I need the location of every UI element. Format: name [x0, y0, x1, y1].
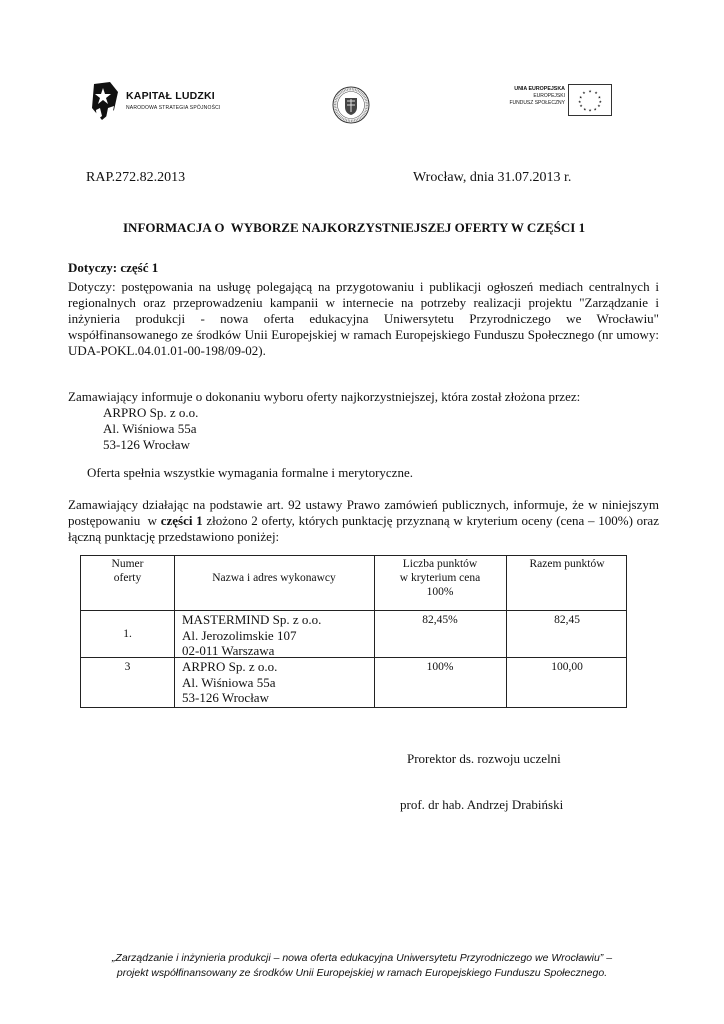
selection-intro: Zamawiający informuje o dokonaniu wyboru oferty najkorzystniejszej, która został złożona przez: — [68, 389, 581, 404]
table-divider — [506, 556, 507, 707]
row2-name: ARPRO Sp. z o.o. — [182, 659, 278, 674]
svg-text:★: ★ — [594, 91, 598, 96]
legal-basis-part2: złożono 2 oferty, których punktację przyznaną w kryterium oceny (cena – 100%) oraz łączną punktację przedstawiono poniżej: — [68, 513, 659, 544]
svg-text:★: ★ — [588, 89, 592, 94]
row1-name: MASTERMIND Sp. z o.o. — [182, 612, 322, 627]
subject-text: Dotyczy: postępowania na usługę polegającą na przygotowaniu i publikacji ogłoszeń mediach centralnych i regionalnych oraz przeprowadzeniu kampanii w internecie na potrzeby realizacji projektu "Zarządzanie i inżynieria produkcji - nowa oferta edukacyjna Uniwersytetu Przyrodniczego we Wrocławiu" współfinansowanego ze środków Unii Europejskiej w ramach Europejskiego Funduszu Społecznego (nr umowy: UDA-POKL.04.01.01-00-198/09-02). — [68, 279, 659, 358]
header-score-line1: Liczba punktów — [402, 558, 478, 570]
eu-logo — [500, 84, 612, 118]
row2-street: Al. Wiśniowa 55a — [182, 674, 276, 690]
row1-score: 82,45% — [422, 614, 458, 626]
reference-number: RAP.272.82.2013 — [86, 170, 186, 185]
row2-total: 100,00 — [551, 661, 583, 673]
kapital-ludzki-logo — [88, 80, 238, 126]
footer-line1: „Zarządzanie i inżynieria produkcji – nowa oferta edukacyjna Uniwersytetu Przyrodniczego we Wrocławiu” – — [111, 952, 613, 964]
kapital-ludzki-emblem-icon — [88, 80, 124, 126]
selected-offer-name: ARPRO Sp. z o.o. — [103, 405, 199, 420]
footer-note — [60, 951, 664, 981]
place-date: Wrocław, dnia 31.07.2013 r. — [413, 170, 572, 185]
signatory-name: prof. dr hab. Andrzej Drabiński — [400, 797, 564, 812]
legal-basis — [68, 497, 663, 545]
signatory-title: Prorektor ds. rozwoju uczelni — [407, 751, 561, 766]
svg-text:★: ★ — [579, 104, 583, 109]
selected-offer-city: 53-126 Wrocław — [103, 437, 190, 452]
eu-logo-line1: UNIA EUROPEJSKA — [514, 86, 565, 92]
svg-text:★: ★ — [593, 107, 597, 112]
header-number — [81, 557, 174, 585]
document-title: INFORMACJA O WYBORZE NAJKORZYSTNIEJSZEJ OFERTY W CZĘŚCI 1 — [123, 220, 586, 235]
header-score-line2: w kryterium cena — [399, 572, 481, 584]
row1-total: 82,45 — [554, 614, 580, 626]
offer-statement: Oferta spełnia wszystkie wymagania formalne i merytoryczne. — [87, 465, 413, 480]
eu-logo-text — [509, 86, 565, 107]
eu-logo-line2: EUROPEJSKI — [533, 93, 565, 99]
svg-text:★: ★ — [588, 108, 592, 113]
header-score — [374, 557, 506, 599]
eu-flag-icon — [568, 84, 612, 116]
table-divider — [81, 610, 626, 611]
header-number-line2: oferty — [113, 572, 142, 584]
kapital-ludzki-title: KAPITAŁ LUDZKI — [126, 90, 215, 102]
svg-text:★: ★ — [583, 107, 587, 112]
svg-text:★: ★ — [598, 99, 602, 104]
eu-logo-line3: FUNDUSZ SPOŁECZNY — [509, 100, 565, 106]
university-seal-icon — [332, 86, 370, 124]
row2-city: 53-126 Wrocław — [182, 690, 269, 705]
svg-text:★: ★ — [578, 95, 583, 100]
header-score-line3: 100% — [426, 586, 454, 598]
row1-contractor — [182, 612, 321, 659]
row2-score: 100% — [426, 661, 454, 673]
header-contractor: Nazwa i adres wykonawcy — [212, 572, 336, 584]
table-divider — [81, 657, 626, 658]
row2-number: 3 — [124, 661, 131, 673]
svg-text:★: ★ — [582, 91, 586, 96]
svg-text:★: ★ — [597, 104, 601, 109]
header-number-line1: Numer — [111, 558, 144, 570]
footer-line2: projekt współfinansowany ze środków Unii Europejskiej w ramach Europejskiego Funduszu Społecznego. — [116, 967, 608, 979]
legal-basis-part1: Zamawiający działając na podstawie art. 92 ustawy Prawo zamówień publicznych, informuje, że w niniejszym postępowaniu w — [68, 497, 663, 528]
row1-city: 02-011 Warszawa — [182, 643, 275, 658]
row1-street: Al. Jerozolimskie 107 — [182, 627, 297, 643]
row1-number: 1. — [123, 628, 132, 640]
legal-basis-bold: części 1 — [160, 513, 203, 528]
kapital-ludzki-subtitle: NARODOWA STRATEGIA SPÓJNOŚCI — [126, 105, 221, 111]
header-total: Razem punktów — [529, 558, 605, 570]
subject-heading: Dotyczy: część 1 — [68, 260, 159, 275]
selected-offer-street: Al. Wiśniowa 55a — [103, 421, 197, 436]
svg-text:★: ★ — [578, 99, 582, 104]
results-table — [80, 555, 627, 708]
row2-contractor — [182, 659, 277, 706]
svg-text:★: ★ — [597, 95, 602, 100]
